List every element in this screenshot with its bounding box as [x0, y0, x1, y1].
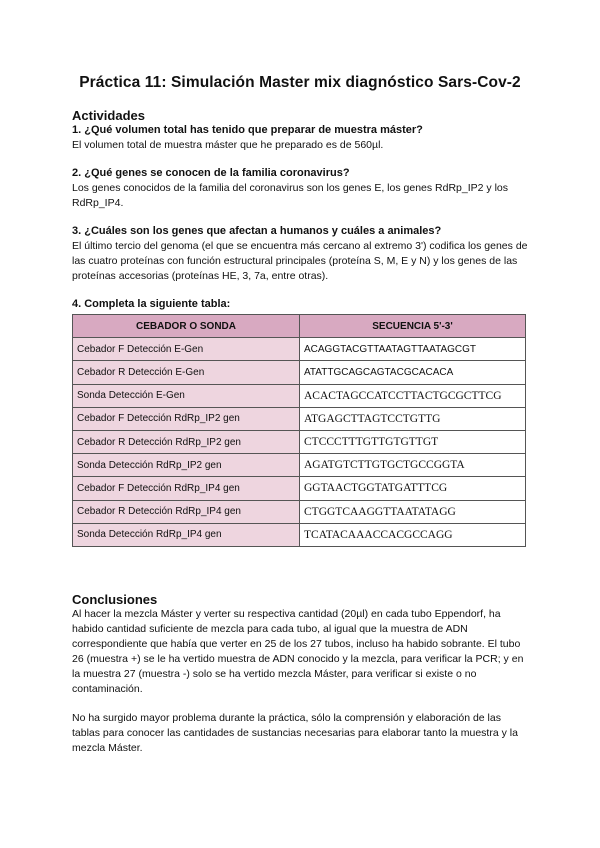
answer-1: El volumen total de muestra máster que he preparado es de 560µl.	[72, 139, 384, 151]
row-sequence: GGTAACTGGTATGATTTCG	[300, 477, 526, 500]
table-row	[73, 384, 526, 407]
table-row	[73, 338, 526, 361]
table-row	[73, 454, 526, 477]
row-sequence: ATGAGCTTAGTCCTGTTG	[300, 407, 526, 430]
conclusiones-paragraph-2: No ha surgido mayor problema durante la práctica, sólo la comprensión y elaboración de las tablas para conocer las cantidades de sustancias necesarias para elaborar tanto la muestra y la mezcla Máster.	[72, 712, 518, 754]
answer-2: Los genes conocidos de la familia del coronavirus son los genes E, los genes RdRp_IP2 y los RdRp_IP4.	[72, 182, 509, 209]
question-2: 2. ¿Qué genes se conocen de la familia coronavirus?	[72, 167, 350, 179]
row-name: Cebador R Detección RdRp_IP2 gen	[73, 430, 300, 453]
row-sequence: ACACTAGCCATCCTTACTGCGCTTCG	[300, 384, 526, 407]
header-secuencia: SECUENCIA 5'-3'	[300, 315, 526, 338]
row-name: Cebador F Detección RdRp_IP2 gen	[73, 407, 300, 430]
sequence-table	[72, 314, 526, 547]
row-name: Sonda Detección RdRp_IP2 gen	[73, 454, 300, 477]
table-header-row	[73, 315, 526, 338]
answer-3: El último tercio del genoma (el que se encuentra más cercano al extremo 3') codifica los genes de las cuatro proteínas con función estructural principales (proteína S, M, E y N) y los genes de las proteínas accesorias (proteínas HE, 3, 7a, entre otras).	[72, 240, 528, 282]
actividades-heading: Actividades	[72, 108, 145, 123]
page-title: Práctica 11: Simulación Master mix diagnóstico Sars-Cov-2	[79, 74, 521, 91]
table-caption: 4. Completa la siguiente tabla:	[72, 298, 231, 310]
row-name: Cebador R Detección RdRp_IP4 gen	[73, 500, 300, 523]
table-row	[73, 523, 526, 546]
table-row	[73, 407, 526, 430]
row-name: Cebador F Detección E-Gen	[73, 338, 300, 361]
row-sequence: AGATGTCTTGTGCTGCCGGTA	[300, 454, 526, 477]
table-row	[73, 361, 526, 384]
row-sequence: CTGGTCAAGGTTAATATAGG	[300, 500, 526, 523]
table-row	[73, 430, 526, 453]
table-row	[73, 477, 526, 500]
question-1: 1. ¿Qué volumen total has tenido que preparar de muestra máster?	[72, 124, 423, 136]
row-sequence: ACAGGTACGTTAATAGTTAATAGCGT	[300, 338, 526, 361]
question-3: 3. ¿Cuáles son los genes que afectan a humanos y cuáles a animales?	[72, 225, 442, 237]
row-name: Sonda Detección RdRp_IP4 gen	[73, 523, 300, 546]
conclusiones-heading: Conclusiones	[72, 592, 158, 607]
row-sequence: CTCCCTTTGTTGTGTTGT	[300, 430, 526, 453]
conclusiones-paragraph-1: Al hacer la mezcla Máster y verter su respectiva cantidad (20µl) en cada tubo Eppendorf, ha habido cantidad suficiente de mezcla para cada tubo, al igual que la muestra de ADN correspondiente que había que verter en 25 de los 27 tubos, incluso ha habido sobrante. El tubo 26 (muestra +) se le ha vertido muestra de ADN conocido y la mezcla, para verificar la PCR; y en la muestra 27 (muestra -) solo se ha vertido mezcla Máster, para verificar si existe o no contaminación.	[72, 608, 524, 695]
row-name: Cebador R Detección E-Gen	[73, 361, 300, 384]
row-name: Sonda Detección E-Gen	[73, 384, 300, 407]
header-cebador: CEBADOR O SONDA	[73, 315, 300, 338]
row-sequence: ATATTGCAGCAGTACGCACACA	[300, 361, 526, 384]
row-sequence: TCATACAAACCACGCCAGG	[300, 523, 526, 546]
row-name: Cebador F Detección RdRp_IP4 gen	[73, 477, 300, 500]
table-row	[73, 500, 526, 523]
